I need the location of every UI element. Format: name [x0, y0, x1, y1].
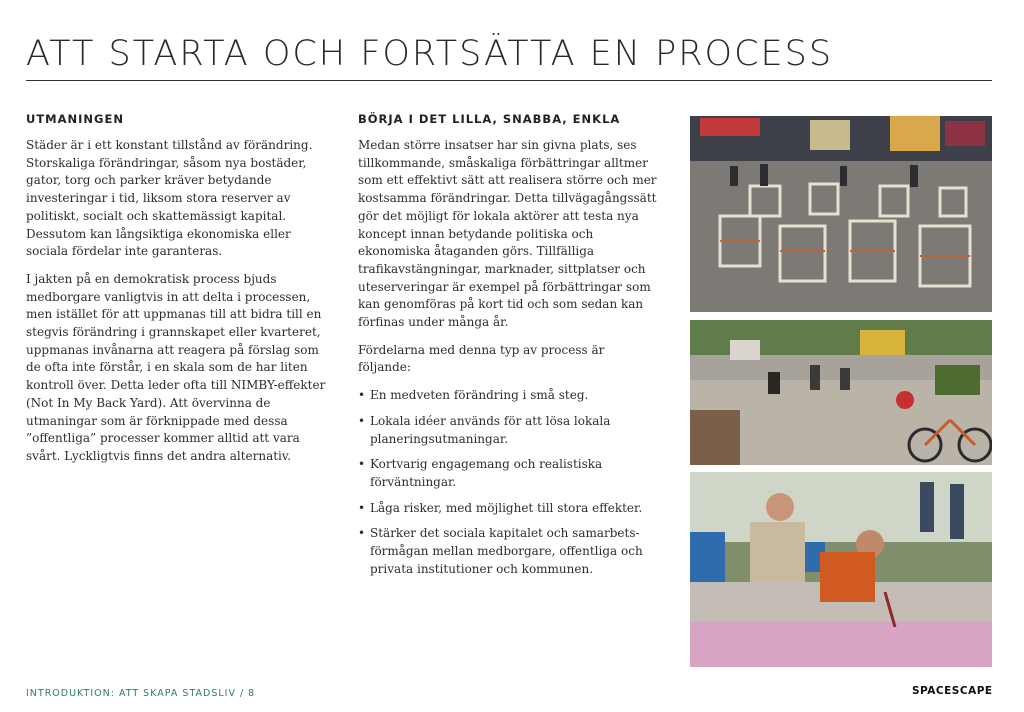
left-column: [26, 137, 326, 476]
benefit-item: • En medveten förändring i små steg.: [358, 387, 658, 405]
left-paragraph-1: Städer är i ett konstant tillstånd av förändring. Storskaliga förändringar, såsom nya bostäder, gator, torg och parker kräver betydande investeringar i tid, liksom stora reserver av politiskt, socialt och skattemässigt kapital. Dessutom kan långsiktiga ekonomiska eller sociala fördelar inte garanteras.: [26, 138, 313, 259]
middle-paragraph-2: Fördelarna med denna typ av process är följande:: [358, 342, 605, 375]
middle-heading: BÖRJA I DET LILLA, SNABBA, ENKLA: [358, 112, 621, 126]
brand-logo: SPACESCAPE: [912, 685, 993, 697]
middle-column: [358, 137, 658, 586]
middle-paragraph-1: Medan större insatser har sin givna plats, ses tillkommande, småskaliga förbättringar alltmer som ett effektivt sätt att realisera större och mer kostsamma förändringar. Detta tillvägagångssätt gör det möjligt för lokala aktörer att testa nya koncept innan betydande politiska och ekonomiska åtaganden görs. Tillfälliga trafikavstängningar, marknader, sittplatser och uteserveringar är exempel på förbättringar som kan genomföras på kort tid och som sedan kan förfinas under många år.: [358, 138, 657, 330]
benefit-item: • Lokala idéer används för att lösa lokala planeringsutmaningar.: [358, 413, 658, 448]
benefit-item: • Låga risker, med möjlighet till stora effekter.: [358, 500, 658, 518]
photo-times-square-chairs: [690, 116, 992, 312]
title-rule: [26, 80, 992, 81]
left-paragraph-2: I jakten på en demokratisk process bjuds medborgare vanligtvis in att delta i processen, men istället för att uppmanas till att bidra till en stegvis förändring i grannskapet eller kvarteret, uppmanas invånarna att reagera på förslag som de ofta inte förstår, i en skala som de har liten kontroll över. Detta leder ofta till NIMBY-effekter (Not In My Back Yard). Att övervinna de utmaningar som är förknippade med dessa ”offentliga” processer kommer alltid att vara svårt. Lyckligtvis finns det andra alternativ.: [26, 271, 326, 463]
benefits-list: [358, 387, 658, 578]
photo-kids-chalk: [690, 472, 992, 667]
photo-sidewalk-cafe: [690, 320, 992, 465]
benefit-item: • Stärker det sociala kapitalet och samarbets-förmågan mellan medborgare, offentliga och privata institutioner och kommunen.: [358, 525, 658, 578]
page-title: ATT STARTA OCH FORTSÄTTA EN PROCESS: [26, 34, 834, 74]
footer-section-label: INTRODUKTION: ATT SKAPA STADSLIV / 8: [26, 688, 256, 699]
left-heading: UTMANINGEN: [26, 112, 124, 126]
benefit-item: • Kortvarig engagemang och realistiska förväntningar.: [358, 456, 658, 491]
